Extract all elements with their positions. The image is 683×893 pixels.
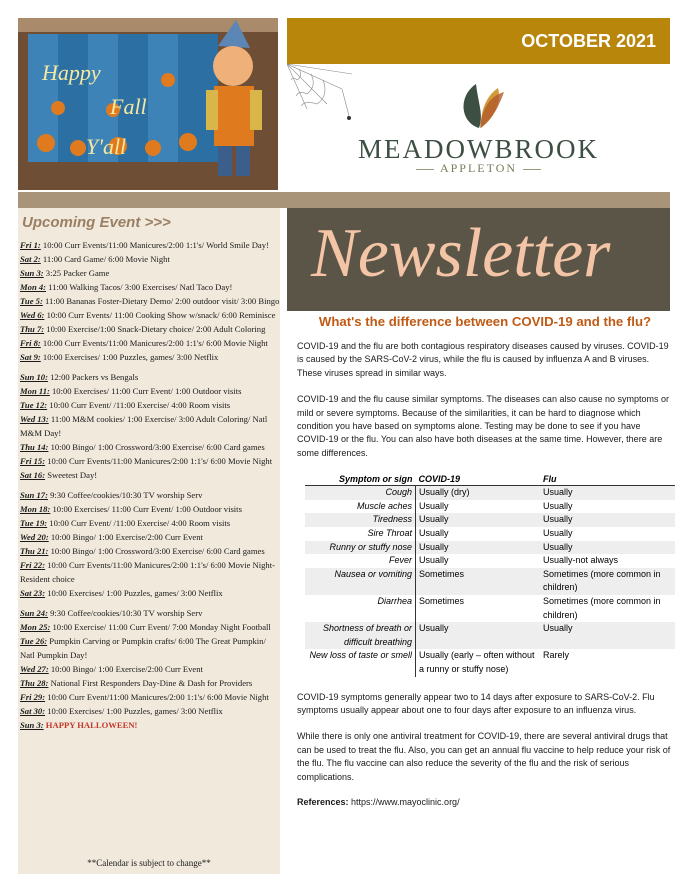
covid-cell: Usually [416,513,541,527]
event-item [20,266,280,280]
covid-flu-article [297,314,673,807]
symptom-cell: New loss of taste or smell [309,650,412,661]
event-day: Wed 27: [20,664,49,674]
table-row [305,622,675,649]
flu-cell: Usually [543,500,573,511]
event-day: Sat 9: [20,352,41,362]
event-item [20,690,280,704]
references [297,797,673,807]
covid-cell: Sometimes [416,568,541,595]
banner-word-2: Fall [110,94,147,119]
event-text: 10:00 Curr Events/11:00 Manicures/2:00 1:1's/ 6:00 Movie Night [40,338,268,348]
event-day: Sun 17: [20,490,48,500]
event-text: 10:00 Bingo/ 1:00 Crossword/3:00 Exercise/ 6:00 Card games [48,442,265,452]
flu-cell: Usually [540,622,675,649]
symptom-cell: Cough [305,486,416,500]
flu-cell: Usually-not always [543,555,619,566]
event-item [20,238,280,252]
location-rule-right [523,169,541,170]
covid-cell: Usually [416,554,541,568]
banner-word-1: Happy [42,60,101,85]
event-item [20,322,280,336]
event-day: Sun 3: [20,268,44,278]
event-item [20,384,280,398]
event-item [20,516,280,530]
table-header-row [305,473,675,486]
event-item [20,454,280,468]
event-item [20,336,280,350]
event-day: Tue 12: [20,400,48,410]
covid-cell: Usually (early – often without a runny or stuffy nose) [416,649,541,676]
newsletter-title: Newsletter [311,215,611,292]
event-day: Sat 30: [20,706,46,716]
event-day: Mon 25: [20,622,51,632]
event-text: 10:00 Bingo/ 1:00 Crossword/3:00 Exercise/ 6:00 Card games [48,546,265,556]
flu-cell: Usually [540,486,675,500]
event-item [20,718,280,732]
event-day: Sun 10: [20,372,48,382]
upcoming-events-title: Upcoming Event >>> [22,214,171,231]
event-text: National First Responders Day-Dine & Dash for Providers [48,678,253,688]
upcoming-events-sidebar [18,208,280,874]
event-item [20,586,280,600]
header-covid: COVID-19 [416,473,541,486]
event-item [20,280,280,294]
flu-cell: Sometimes (more common in children) [540,568,675,595]
event-text: 10:00 Curr Events/11:00 Manicures/2:00 1:1's/ 6:00 Movie Night- Resident choice [20,560,275,584]
table-row [305,649,675,676]
event-item [20,558,280,586]
event-item [20,634,280,662]
event-text: 9:30 Coffee/cookies/10:30 TV worship Serv [47,608,203,618]
event-day: Thu 28: [20,678,49,688]
event-text: 9:30 Coffee/cookies/10:30 TV worship Serv [47,490,203,500]
event-item [20,662,280,676]
event-text: 10:00 Bingo/ 1:00 Exercise/2:00 Curr Event [48,664,203,674]
event-day: Sun 3: [20,720,44,730]
table-row [305,568,675,595]
event-text: 10:00 Exercises/ 1:00 Puzzles, games/ 3:00 Netflix [45,588,223,598]
symptom-cell: Fever [388,555,412,566]
event-day: Fri 8: [20,338,41,348]
event-text: 10:00 Curr Events/11:00 Manicures/2:00 1:1's/ World Smile Day! [40,240,269,250]
event-text: 10:00 Exercises/ 1:00 Puzzles, games/ 3:00 Netflix [40,352,219,362]
covid-cell: Usually [416,500,541,514]
event-text: 11:00 Card Game/ 6:00 Movie Night [40,254,170,264]
event-text: 10:00 Exercises/ 1:00 Puzzles, games/ 3:00 Netflix [45,706,223,716]
spider-web-icon [287,64,377,124]
event-item [20,308,280,322]
covid-cell: Usually [416,541,541,555]
event-day: Fri 1: [20,240,41,250]
banner-word-3: Y'all [86,134,127,159]
event-item [20,350,280,364]
symptom-cell: Muscle aches [356,500,412,511]
event-day: Thu 21: [20,546,49,556]
event-item [20,252,280,266]
symptom-cell: Nausea or vomiting [305,568,416,595]
event-item [20,606,280,620]
event-text: 10:00 Exercise/ 11:00 Curr Event/ 7:00 Monday Night Football [50,622,271,632]
flu-cell: Usually [540,541,675,555]
symptom-cell: Shortness of breath or difficult breathing [305,622,416,649]
event-item [20,488,280,502]
event-item [20,412,280,440]
article-paragraph-1: COVID-19 and the flu are both contagious respiratory diseases caused by viruses. COVID-19 is caused by the SARS-CoV-2 virus, while the flu is caused by influenza A and B viruses. These viruses spread in similar ways. [297,341,669,378]
event-text: 11:00 Walking Tacos/ 3:00 Exercises/ Natl Taco Day! [46,282,233,292]
event-item [20,440,280,454]
table-row [305,500,675,514]
symptom-cell: Sire Throat [367,528,412,539]
event-day: Thu 7: [20,324,45,334]
location-rule-left [416,169,434,170]
table-row [305,541,675,555]
event-day: Sat 23: [20,588,46,598]
event-day: Fri 15: [20,456,46,466]
event-text: 12:00 Packers vs Bengals [47,372,139,382]
event-item [20,544,280,558]
event-text: 10:00 Curr Events/11:00 Manicures/2:00 1:1's/ 6:00 Movie Night [45,456,273,466]
month-header-bar [287,18,670,64]
header-flu: Flu [540,473,675,486]
event-day: Tue 26: [20,636,48,646]
event-text: 11:00 M&M cookies/ 1:00 Exercise/ 3:00 Adult Coloring/ Natl M&M Day! [20,414,268,438]
event-text: 10:00 Exercises/ 11:00 Curr Event/ 1:00 Outdoor visits [50,504,242,514]
event-day: Sat 2: [20,254,41,264]
flu-cell: Usually [543,528,573,539]
event-day: Wed 13: [20,414,49,424]
event-item [20,704,280,718]
event-day: Mon 4: [20,282,47,292]
article-title: What's the difference between COVID-19 and the flu? [318,314,652,329]
event-text: Pumpkin Carving or Pumpkin crafts/ 6:00 The Great Pumpkin/ Natl Pumpkin Day! [20,636,266,660]
event-day: Tue 5: [20,296,43,306]
event-item [20,620,280,634]
event-text: HAPPY HALLOWEEN! [43,720,138,730]
event-day: Fri 22: [20,560,46,570]
table-row [305,554,675,568]
event-item [20,530,280,544]
covid-cell: Usually [416,527,541,541]
covid-cell: Sometimes [416,595,541,622]
article-paragraph-2: COVID-19 and the flu cause similar symptoms. The diseases can also cause no symptoms or mild or severe symptoms. Because of the similarities, it can be hard to diagnose which condition you have based on symptoms alone. Testing may be done to see if you have COVID-19 or the flu. You can also have both diseases at the same time. However, there are some differences. [297,394,669,458]
symptom-cell: Runny or stuffy nose [305,541,416,555]
org-location: APPLETON [439,161,518,175]
covid-cell: Usually [416,622,541,649]
flu-cell: Rarely [543,650,570,661]
table-row [305,513,675,527]
event-day: Wed 20: [20,532,49,542]
org-name: MEADOWBROOK [358,134,599,164]
event-text: 10:00 Exercises/ 11:00 Curr Event/ 1:00 Outdoor visits [49,386,242,396]
event-text: 11:00 Bananas Foster-Dietary Demo/ 2:00 outdoor visit/ 3:00 Bingo [42,296,280,306]
event-text: 10:00 Curr Events/ 11:00 Cooking Show w/snack/ 6:00 Reminisce [44,310,276,320]
event-day: Mon 11: [20,386,50,396]
calendar-note: **Calendar is subject to change** [87,858,211,868]
org-location-wrap [287,161,670,176]
event-text: 10:00 Curr Event/ /11:00 Exercise/ 4:00 Room visits [47,518,231,528]
newsletter-banner [287,208,670,311]
event-day: Tue 19: [20,518,48,528]
month-label: OCTOBER 2021 [521,31,656,51]
references-link[interactable]: https://www.mayoclinic.org/ [348,797,460,807]
event-item [20,502,280,516]
event-text: 10:00 Exercise/1:00 Snack-Dietary choice/ 2:00 Adult Coloring [44,324,266,334]
event-day: Wed 6: [20,310,45,320]
event-day: Fri 29: [20,692,46,702]
references-label: References: [297,797,349,807]
event-item [20,294,280,308]
event-text: Sweetest Day! [45,470,98,480]
event-item [20,468,280,482]
symptom-cell: Tiredness [305,513,416,527]
event-day: Mon 18: [20,504,51,514]
flu-cell: Usually [540,513,675,527]
event-text: 10:00 Curr Event/ /11:00 Exercise/ 4:00 Room visits [47,400,231,410]
article-paragraph-4: While there is only one antiviral treatment for COVID-19, there are several antiviral drugs that can be used to treat the flu. Also, you can get an annual flu vaccine to help reduce your risk of the flu. The flu vaccine can also reduce the severity of the flu and the risk of serious complications. [297,731,671,782]
event-item [20,398,280,412]
event-text: 10:00 Curr Event/11:00 Manicures/2:00 1:1's/ 6:00 Movie Night [45,692,269,702]
header-symptom: Symptom or sign [305,473,416,486]
symptom-comparison-table [305,473,675,676]
events-list [20,238,280,732]
table-row [305,595,675,622]
meadowbrook-leaf-logo-icon [452,78,506,132]
event-text: 3:25 Packer Game [43,268,110,278]
header-divider [18,192,670,208]
table-row [305,486,675,500]
event-item [20,370,280,384]
covid-cell: Usually (dry) [416,486,541,500]
event-day: Thu 14: [20,442,49,452]
event-item [20,676,280,690]
event-day: Sat 16: [20,470,46,480]
event-day: Sun 24: [20,608,48,618]
table-row [305,527,675,541]
event-text: 10:00 Bingo/ 1:00 Exercise/2:00 Curr Event [48,532,203,542]
symptom-cell: Diarrhea [377,596,412,606]
article-paragraph-3: COVID-19 symptoms generally appear two to 14 days after exposure to SARS-CoV-2. Flu symptoms usually appear about one to four days after exposure to an influenza virus. [297,691,655,715]
fall-bulletin-photo [18,18,278,190]
flu-cell: Sometimes (more common in children) [543,596,661,620]
